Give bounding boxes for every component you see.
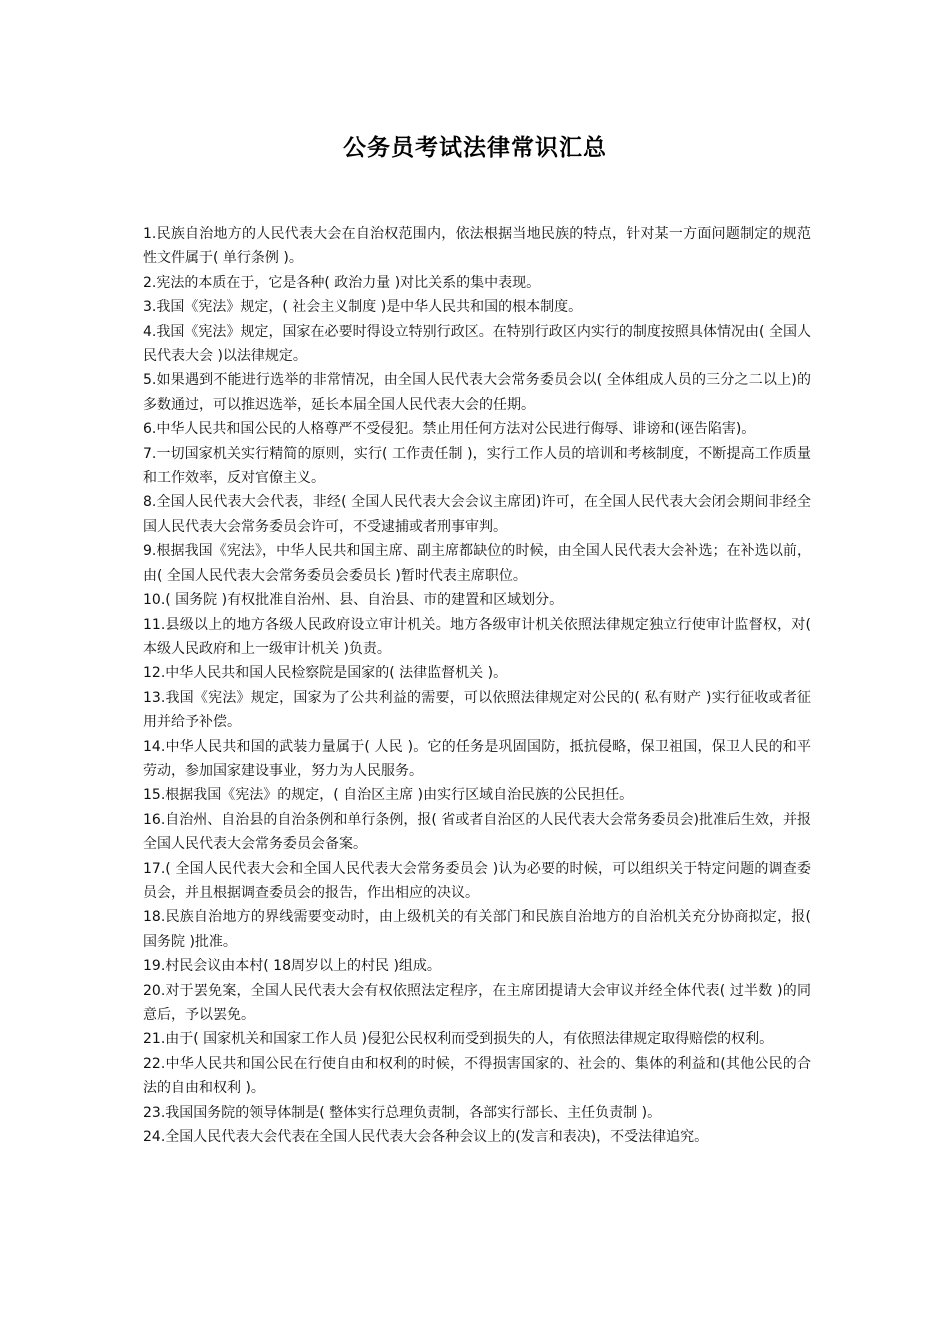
list-item: 18.民族自治地方的界线需要变动时，由上级机关的有关部门和民族自治地方的自治机关充分协商拟定，报( 国务院 )批准。 <box>143 909 811 950</box>
list-item: 23.我国国务院的领导体制是( 整体实行总理负责制，各部实行部长、主任负责制 )。 <box>143 1104 662 1121</box>
list-item: 22.中华人民共和国公民在行使自由和权利的时候，不得损害国家的、社会的、集体的利益和(其他公民的合法的自由和权利 )。 <box>143 1055 811 1097</box>
list-item: 4.我国《宪法》规定，国家在必要时得设立特别行政区。在特别行政区内实行的制度按照具体情况由( 全国人民代表大会 )以法律规定。 <box>143 323 811 365</box>
list-item: 9.根据我国《宪法》，中华人民共和国主席、副主席都缺位的时候，由全国人民代表大会补选；在补选以前，由( 全国人民代表大会常务委员会委员长 )暂时代表主席职位。 <box>143 543 811 584</box>
list-item: 10.( 国务院 )有权批准自治州、县、自治县、市的建置和区域划分。 <box>143 592 564 609</box>
list-item: 20.对于罢免案，全国人民代表大会有权依照法定程序，在主席团提请大会审议并经全体代表( 过半数 )的同意后，予以罢免。 <box>143 982 811 1023</box>
list-item: 8.全国人民代表大会代表，非经( 全国人民代表大会会议主席团)许可，在全国人民代表大会闭会期间非经全国人民代表大会常务委员会许可，不受逮捕或者刑事审判。 <box>143 494 811 535</box>
list-item: 13.我国《宪法》规定，国家为了公共利益的需要，可以依照法律规定对公民的( 私有财产 )实行征收或者征用并给予补偿。 <box>143 689 811 731</box>
list-item: 24.全国人民代表大会代表在全国人民代表大会各种会议上的(发言和表决)，不受法律追究。 <box>143 1129 709 1146</box>
document-body <box>143 222 811 1149</box>
list-item: 12.中华人民共和国人民检察院是国家的( 法律监督机关 )。 <box>143 665 508 682</box>
list-item: 16.自治州、自治县的自治条例和单行条例，报( 省或者自治区的人民代表大会常务委员会)批准后生效，并报全国人民代表大会常务委员会备案。 <box>143 811 811 853</box>
list-item: 6.中华人民共和国公民的人格尊严不受侵犯。禁止用任何方法对公民进行侮辱、诽谤和(诬告陷害)。 <box>143 421 756 438</box>
list-item: 1.民族自治地方的人民代表大会在自治权范围内，依法根据当地民族的特点，针对某一方面问题制定的规范性文件属于( 单行条例 )。 <box>143 226 811 267</box>
list-item: 21.由于( 国家机关和国家工作人员 )侵犯公民权利而受到损失的人，有依照法律规定取得赔偿的权利。 <box>143 1031 774 1048</box>
list-item: 19.村民会议由本村( 18周岁以上的村民 )组成。 <box>143 958 441 975</box>
list-item: 15.根据我国《宪法》的规定，( 自治区主席 )由实行区域自治民族的公民担任。 <box>143 787 634 804</box>
list-item: 17.( 全国人民代表大会和全国人民代表大会常务委员会 )认为必要的时候，可以组织关于特定问题的调查委员会，并且根据调查委员会的报告，作出相应的决议。 <box>143 860 811 901</box>
list-item: 3.我国《宪法》规定，( 社会主义制度 )是中华人民共和国的根本制度。 <box>143 299 583 316</box>
list-item: 14.中华人民共和国的武装力量属于( 人民 )。它的任务是巩固国防，抵抗侵略，保卫祖国，保卫人民的和平劳动，参加国家建设事业，努力为人民服务。 <box>143 738 811 779</box>
list-item: 11.县级以上的地方各级人民政府设立审计机关。地方各级审计机关依照法律规定独立行使审计监督权，对( 本级人民政府和上一级审计机关 )负责。 <box>143 616 811 657</box>
document-title: 公务员考试法律常识汇总 <box>343 135 607 161</box>
list-item: 5.如果遇到不能进行选举的非常情况，由全国人民代表大会常务委员会以( 全体组成人员的三分之二以上)的多数通过，可以推迟选举，延长本届全国人民代表大会的任期。 <box>143 372 811 413</box>
list-item: 2.宪法的本质在于，它是各种( 政治力量 )对比关系的集中表现。 <box>143 274 541 291</box>
list-item: 7.一切国家机关实行精简的原则，实行( 工作责任制 )，实行工作人员的培训和考核制度，不断提高工作质量和工作效率，反对官僚主义。 <box>143 445 811 487</box>
